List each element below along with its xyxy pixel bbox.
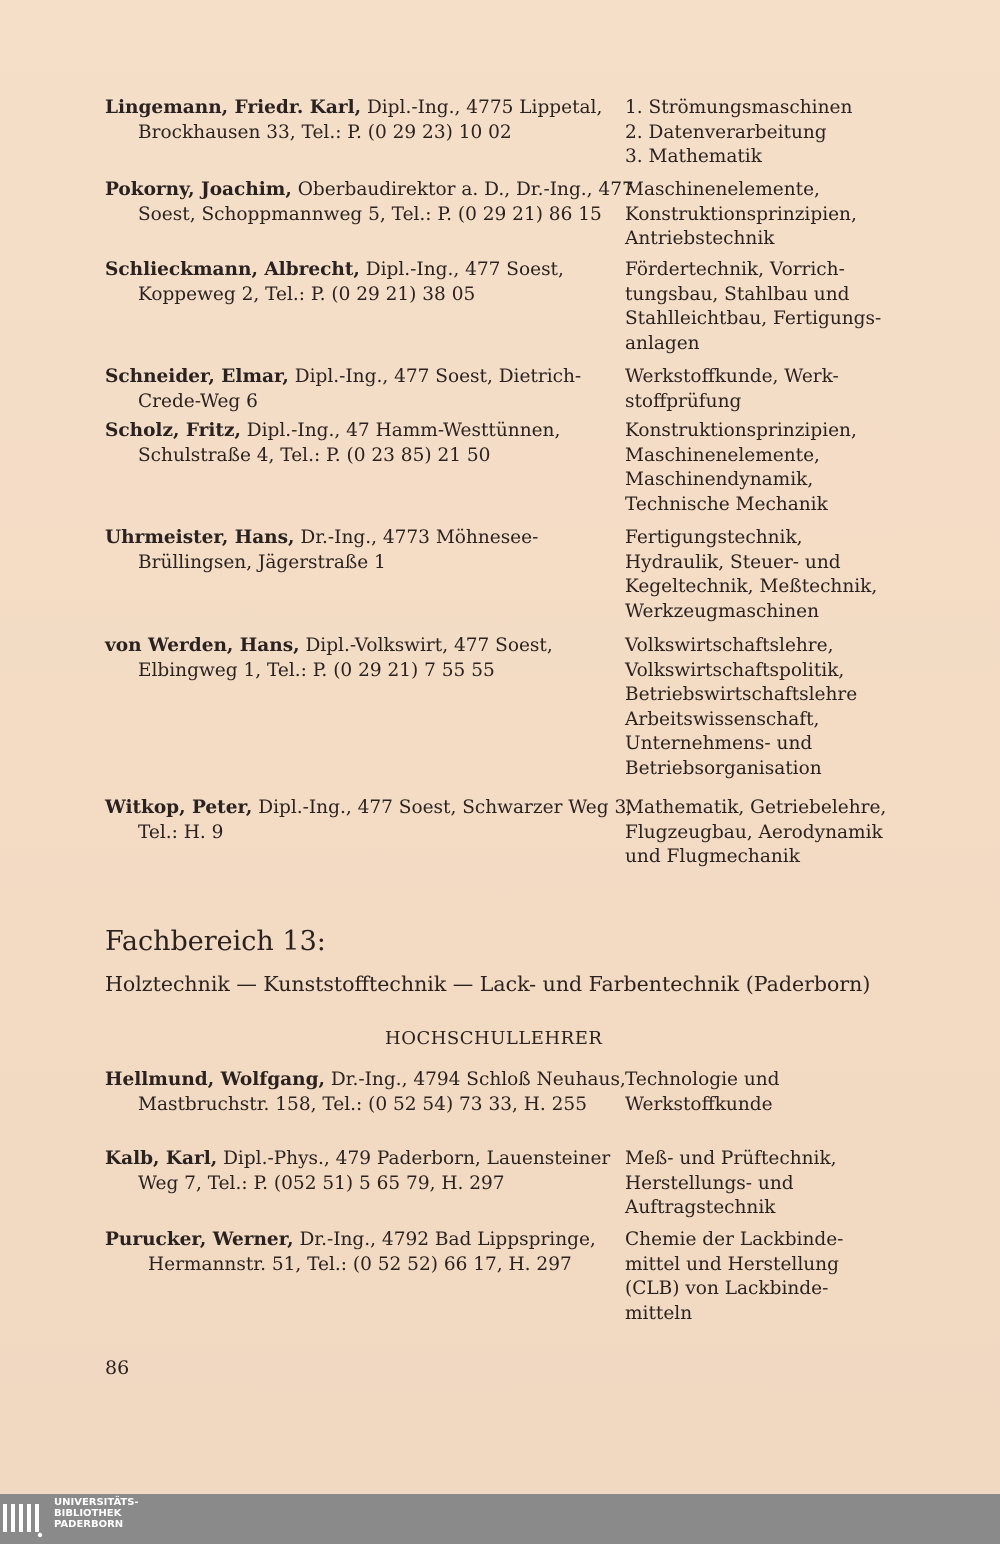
section-subtitle: Holztechnik — Kunststofftechnik — Lack- und Farbentechnik (Paderborn) [105,972,871,996]
entry-subjects [625,419,995,517]
entry-person [105,796,638,845]
entry-name: Scholz, Fritz, [105,420,241,441]
entry-person [105,365,638,414]
entry-person [105,526,638,575]
subject-line: Betriebswirtschaftslehre [625,684,858,705]
entry-name: Witkop, Peter, [105,797,253,818]
subject-line: Meß- und Prüftechnik, [625,1148,837,1169]
library-name-line: BIBLIOTHEK [54,1508,122,1519]
entry-details: Dipl.-Ing., 477 Soest, Schwarzer Weg 3, Tel.: H. 9 [138,797,633,843]
subject-line: Hydraulik, Steuer- und [625,551,841,573]
subject-line: Volkswirtschaftspolitik, [625,659,845,681]
entry-name: Purucker, Werner, [105,1229,294,1250]
library-logo-icon [0,1498,46,1538]
section-heading: HOCHSCHULLEHRER [385,1028,603,1049]
subject-line: Werkstoffkunde [625,1093,773,1115]
subject-line: Herstellungs- und [625,1172,794,1194]
entry-details: Dr.-Ing., 4794 Schloß Neuhaus, Mastbruchstr. 158, Tel.: (0 52 54) 73 33, H. 255 [138,1069,626,1115]
entry-name: Kalb, Karl, [105,1148,218,1169]
entry-person [105,258,638,307]
subject-line: mittel und Herstellung [625,1253,839,1275]
subject-line: tungsbau, Stahlbau und [625,283,850,305]
subject-line: und Flugmechanik [625,846,800,867]
subject-line: Stahlleichtbau, Fertigungs- [625,308,882,329]
entry-details: Dipl.-Phys., 479 Paderborn, Lauensteiner Weg 7, Tel.: P. (052 51) 5 65 79, H. 297 [138,1148,611,1194]
subject-line: Arbeitswissenschaft, [625,708,820,730]
subject-line: Flugzeugbau, Aerodynamik [625,821,883,843]
subject-line: 1. Strömungsmaschinen [625,97,853,118]
subject-line: mitteln [625,1302,693,1324]
section-title: Fachbereich 13: [105,926,326,957]
entry-details: Oberbaudirektor a. D., Dr.-Ing., 477 Soest, Schoppmannweg 5, Tel.: P. (0 29 21) 86 15 [138,179,634,225]
subject-line: Chemie der Lackbinde- [625,1229,844,1250]
entry-name: Schlieckmann, Albrecht, [105,259,360,280]
library-footer [0,1494,1000,1544]
entry-person [105,1068,638,1117]
entry-subjects [625,1068,995,1117]
entry-subjects [625,634,995,781]
library-name-line: PADERBORN [54,1519,124,1530]
subject-line: Maschinendynamik, [625,469,814,490]
subject-line: Kegeltechnik, Meßtechnik, [625,576,878,597]
entry-name: Schneider, Elmar, [105,366,289,387]
subject-line: Unternehmens- und [625,733,813,754]
subject-line: Antriebstechnik [625,228,775,249]
entry-details: Dr.-Ing., 4792 Bad Lippspringe, Hermannstr. 51, Tel.: (0 52 52) 66 17, H. 297 [148,1229,596,1275]
library-name [54,1497,139,1530]
entry-subjects [625,1228,995,1326]
subject-line: anlagen [625,332,700,354]
entry-subjects [625,96,995,170]
entry-person [105,634,638,683]
entry-details: Dipl.-Volkswirt, 477 Soest, Elbingweg 1, Tel.: P. (0 29 21) 7 55 55 [138,635,553,681]
subject-line: Technische Mechanik [625,493,828,515]
entry-name: Lingemann, Friedr. Karl, [105,97,362,118]
subject-line: Betriebsorganisation [625,757,822,779]
subject-line: Fördertechnik, Vorrich- [625,259,845,280]
entry-name: Pokorny, Joachim, [105,179,292,200]
entry-name: Hellmund, Wolfgang, [105,1069,325,1090]
subject-line: Volkswirtschaftslehre, [625,635,834,656]
subject-line: Konstruktionsprinzipien, [625,203,857,225]
subject-line: (CLB) von Lackbinde- [625,1278,829,1299]
entry-person [105,178,638,227]
library-name-line: UNIVERSITÄTS- [54,1497,139,1508]
subject-line: Werkstoffkunde, Werk- [625,366,839,387]
subject-line: Mathematik, Getriebelehre, [625,797,887,818]
subject-line: Auftragstechnik [625,1197,776,1218]
entry-details: Dr.-Ing., 4773 Möhnesee-Brüllingsen, Jägerstraße 1 [138,527,539,573]
subject-line: Maschinenelemente, [625,179,820,200]
entry-subjects [625,258,995,356]
subject-line: stoffprüfung [625,390,742,412]
subject-line: Konstruktionsprinzipien, [625,420,857,441]
entry-details: Dipl.-Ing., 477 Soest, Dietrich-Crede-Weg 6 [138,366,582,412]
subject-line: Werkzeugmaschinen [625,600,819,622]
subject-line: Technologie und [625,1069,780,1090]
entry-subjects [625,796,995,870]
entry-person [105,1147,638,1196]
entry-subjects [625,526,995,624]
entry-subjects [625,1147,995,1221]
subject-line: 3. Mathematik [625,146,762,167]
subject-line: 2. Datenverarbeitung [625,121,827,143]
entry-subjects [625,178,995,252]
entry-details: Dipl.-Ing., 47 Hamm-Westtünnen, Schulstraße 4, Tel.: P. (0 23 85) 21 50 [138,420,561,466]
entry-details: Dipl.-Ing., 4775 Lippetal, Brockhausen 33, Tel.: P. (0 29 23) 10 02 [138,97,603,143]
entry-name: Uhrmeister, Hans, [105,527,295,548]
page-number: 86 [105,1357,130,1379]
entry-person [105,1228,648,1277]
entry-person [105,419,638,468]
entry-person [105,96,638,145]
entry-details: Dipl.-Ing., 477 Soest, Koppeweg 2, Tel.: P. (0 29 21) 38 05 [138,259,564,305]
entry-subjects [625,365,995,414]
subject-line: Maschinenelemente, [625,444,820,466]
subject-line: Fertigungstechnik, [625,527,803,548]
entry-name: von Werden, Hans, [105,635,300,656]
